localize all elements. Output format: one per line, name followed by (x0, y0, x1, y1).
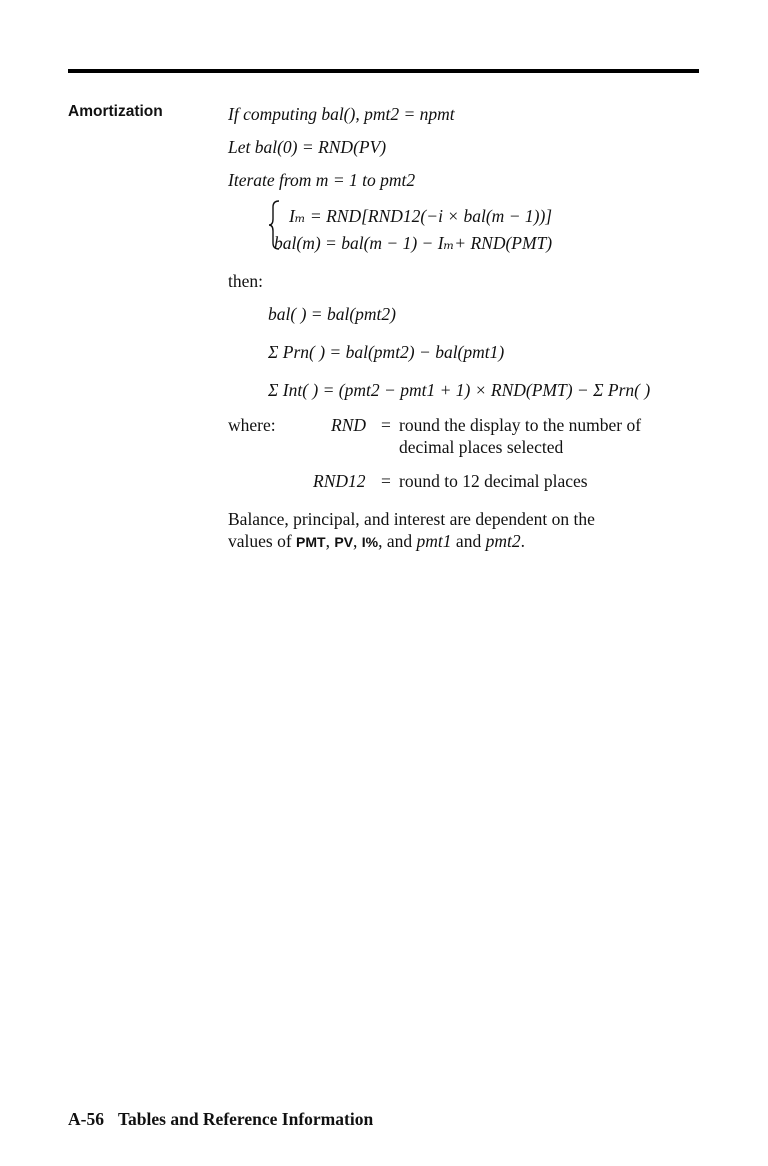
definition-term: RND12 (313, 471, 366, 491)
definition-text-continued: decimal places selected (399, 437, 564, 457)
separator: , and (378, 531, 417, 551)
equation-interest: Σ Int( ) = (pmt2 − pmt1 + 1) × RND(PMT) − Σ Prn( ) (268, 380, 651, 400)
top-rule (68, 69, 699, 73)
definition-equals: = (381, 471, 391, 491)
iterate-line: Iterate from m = 1 to pmt2 (228, 170, 416, 190)
variable-pmt2: pmt2 (485, 531, 521, 551)
closing-line-2 (228, 530, 525, 553)
system-line-2: bal(m) = bal(m − 1) − Iₘ+ RND(PMT) (274, 233, 553, 253)
sentence-end: . (520, 531, 525, 551)
separator: , (353, 531, 362, 551)
system-line-1: Iₘ = RND[RND12(−i × bal(m − 1))] (289, 206, 553, 226)
definition-equals: = (381, 415, 391, 435)
key-pv: PV (334, 534, 354, 550)
key-interest-rate: I% (361, 534, 379, 550)
separator: , (325, 531, 335, 551)
key-pmt: PMT (296, 534, 326, 550)
equation-principal: Σ Prn( ) = bal(pmt2) − bal(pmt1) (268, 342, 505, 362)
equation-balance: bal( ) = bal(pmt2) (268, 304, 396, 324)
variable-pmt1: pmt1 (416, 531, 452, 551)
closing-prefix: values of (228, 531, 297, 551)
then-label: then: (228, 271, 263, 291)
definition-text: round to 12 decimal places (399, 471, 588, 491)
intro-line: If computing bal(), pmt2 = npmt (228, 104, 455, 124)
where-label: where: (228, 415, 276, 435)
closing-line-1: Balance, principal, and interest are dependent on the (228, 509, 595, 529)
let-line: Let bal(0) = RND(PV) (228, 137, 387, 157)
page-footer (68, 1109, 373, 1130)
footer-title: Tables and Reference Information (117, 1109, 374, 1129)
page-number: A-56 (68, 1109, 104, 1129)
section-heading: Amortization (68, 103, 163, 120)
separator: and (451, 531, 486, 551)
definition-text: round the display to the number of (399, 415, 642, 435)
definition-term: RND (331, 415, 366, 435)
